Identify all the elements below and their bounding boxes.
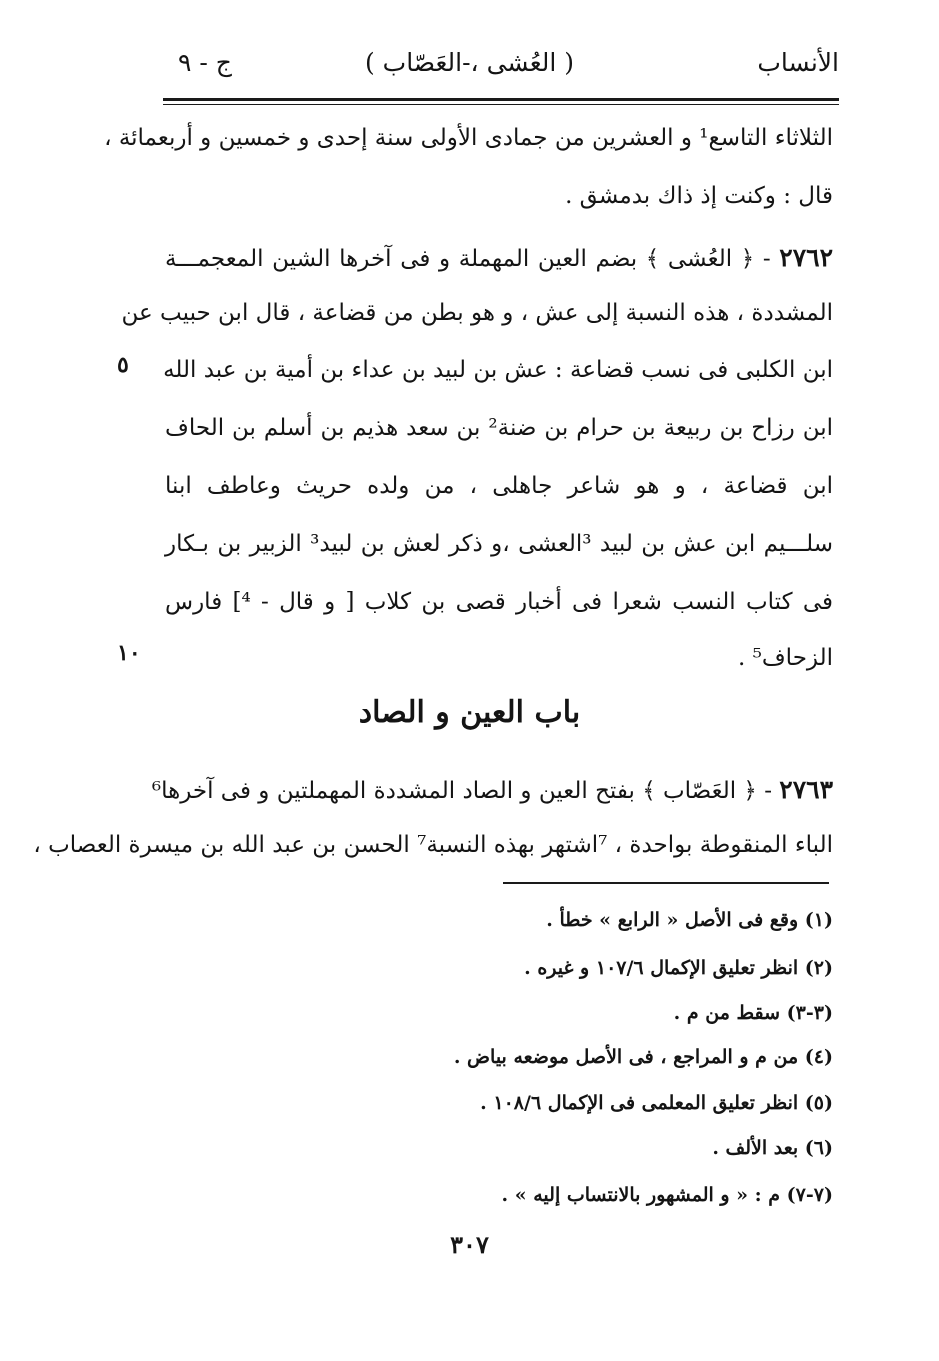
page-number: ٣٠٧ [450, 1230, 489, 1259]
entry-line [151, 770, 833, 810]
entry-line: فى كتاب النسب شعرا فى أخبار قصى بن كلاب [ و قال - ⁴] فارس [165, 589, 833, 615]
entry-text: - ﴿ العَصّاب ﴾ بفتح العين و الصاد المشددة المهملتين و فى آخرها⁶ [151, 778, 772, 804]
header-rule-thin [163, 104, 839, 105]
entry-line: المشددة ، هذه النسبة إلى عش ، و هو بطن من قضاعة ، قال ابن حبيب عن [121, 300, 833, 326]
entry-line [165, 238, 833, 278]
running-header-title: ( العُشى ،-العَصّاب ) [364, 48, 575, 77]
entry-line: الباء المنقوطة بواحدة ، ⁷اشتهر بهذه النسبة⁷ الحسن بن عبد الله بن ميسرة العصاب ، [33, 832, 833, 858]
footnote: (٣-٣) سقط من م . [673, 1002, 833, 1024]
body-line: الثلاثاء التاسع¹ و العشرين من جمادى الأولى سنة إحدى و خمسين و أربعمائة ، [104, 125, 833, 151]
entry-line: الزحاف⁵ . [737, 645, 833, 671]
footnote: (٤) من م و المراجع ، فى الأصل موضعه بياض . [453, 1046, 833, 1068]
body-line: قال : وكنت إذ ذاك بدمشق . [565, 183, 833, 209]
margin-line-number: ١٠ [117, 640, 141, 666]
footnote: (٢) انظر تعليق الإكمال ١٠٧/٦ و غيره . [524, 957, 833, 979]
running-header-volume: ج - ٩ [178, 48, 232, 77]
footnote: (٧-٧) م : « و المشهور بالانتساب إليه » . [501, 1184, 833, 1206]
footnote-rule [503, 882, 829, 884]
section-heading: باب العين و الصاد [358, 695, 581, 730]
running-header-book: الأنساب [757, 48, 839, 77]
entry-text: - ﴿ العُشى ﴾ بضم العين المهملة و فى آخرها الشين المعجمـــة [165, 246, 771, 272]
entry-line: سلـــيم ابن عش بن لبيد ³العشى ،و ذكر لعش بن لبيد³ الزبير بن بـكار [165, 531, 834, 557]
footnote: (٥) انظر تعليق المعلمى فى الإكمال ١٠٨/٦ . [480, 1092, 833, 1114]
margin-line-number: ٥ [117, 352, 129, 378]
entry-number: ٢٧٦٢ [779, 243, 833, 272]
entry-line: ابن الكلبى فى نسب قضاعة : عش بن لبيد بن عداء بن أمية بن عبد الله [163, 357, 833, 383]
entry-number: ٢٧٦٣ [779, 775, 833, 804]
entry-line: ابن قضاعة ، و هو شاعر جاهلى ، من ولده حريث وعاطف ابنا [165, 473, 833, 499]
entry-line: ابن رزاح بن ربيعة بن حرام بن ضنة² بن سعد هذيم بن أسلم بن الحاف [165, 415, 834, 441]
footnote: (٦) بعد الألف . [712, 1137, 833, 1159]
header-rule-thick [163, 98, 839, 101]
footnote: (١) وقع فى الأصل « الرابع » خطأ . [546, 909, 833, 931]
